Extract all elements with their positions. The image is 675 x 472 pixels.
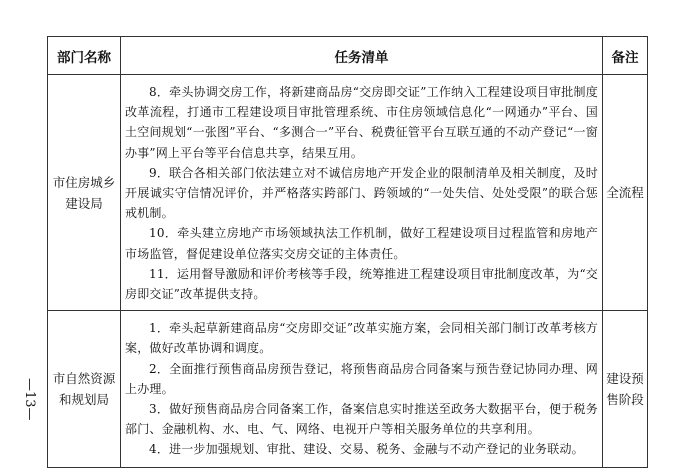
task-item: 10．牵头建立房地产市场领域执法工作机制，做好工程建设项目过程监管和房地产市场监管，督促建设单位落实交房交证的主体责任。	[125, 226, 598, 261]
header-note: 备注	[603, 37, 648, 75]
page-number-text: —13—	[22, 378, 37, 421]
page-number	[22, 378, 36, 421]
task-table	[47, 36, 648, 468]
task-item: 2．全面推行预售商品房预告登记，将预售商品房合同备案与预告登记协同办理、网上办理。	[125, 361, 598, 396]
task-item: 1．牵头起草新建商品房“交房即交证”改革实施方案，会同相关部门制订改革考核方案，做好改革协调和调度。	[125, 321, 598, 356]
table-row	[48, 75, 648, 311]
note-cell: 全流程	[603, 75, 648, 311]
task-item: 3．做好预售商品房合同备案工作，备案信息实时推送至政务大数据平台，便于税务部门、金融机构、水、电、气、网络、电视开户等相关服务单位的共享利用。	[125, 402, 598, 437]
task-item: 8．牵头协调交房工作，将新建商品房“交房即交证”工作纳入工程建设项目审批制度改革流程，打通市工程建设项目审批管理系统、市住房领域信息化“一网通办”平台、国土空间规划“一张图”平台、“多测合一”平台、税费征管平台互联互通的不动产登记“一窗办事”网上平台等平台信息共享，结果互用。	[125, 85, 598, 160]
task-item: 9．联合各相关部门依法建立对不诚信房地产开发企业的限制清单及相关制度，及时开展诚实守信情况评价，并严格落实跨部门、跨领域的“一处失信、处处受限”的联合惩戒机制。	[125, 165, 598, 221]
dept-cell: 市住房城乡建设局	[48, 75, 121, 311]
task-item: 4．进一步加强规划、审批、建设、交易、税务、金融与不动产登记的业务联动。	[149, 442, 584, 457]
table-row	[48, 311, 648, 468]
dept-cell: 市自然资源和规划局	[48, 311, 121, 468]
task-list-cell	[121, 311, 603, 468]
header-task: 任务清单	[121, 37, 603, 75]
header-dept: 部门名称	[48, 37, 121, 75]
note-cell: 建设预售阶段	[603, 311, 648, 468]
table-header-row	[48, 37, 648, 75]
task-list-cell	[121, 75, 603, 311]
task-item: 11．运用督导激励和评价考核等手段，统筹推进工程建设项目审批制度改革，为“交房即交证”改革提供支持。	[125, 266, 599, 302]
